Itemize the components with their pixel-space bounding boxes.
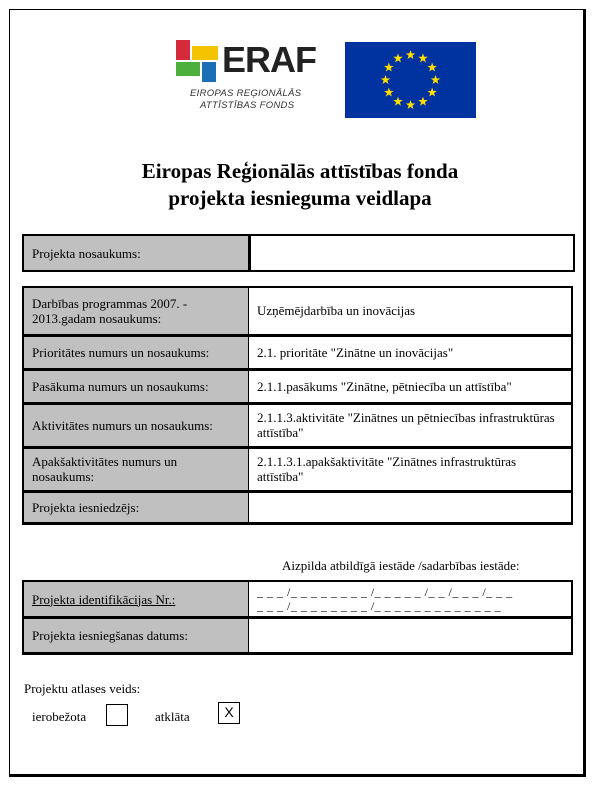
project-name-field[interactable]	[250, 235, 575, 271]
table-row	[23, 403, 572, 447]
applicant-label: Projekta iesniedzējs:	[23, 491, 249, 523]
authority-table	[22, 580, 573, 655]
measure-value[interactable]: 2.1.1.pasākums "Zinātne, pētniecība un attīstība"	[249, 369, 573, 403]
restricted-option-label: ierobežota	[32, 709, 87, 724]
table-row	[23, 491, 572, 523]
priority-label: Prioritātes numurs un nosaukums:	[23, 335, 249, 369]
authority-fill-note: Aizpilda atbildīgā iestāde /sadarbības iestāde:	[282, 558, 520, 573]
program-value[interactable]: Uzņēmējdarbība un inovācijas	[249, 287, 573, 335]
measure-label: Pasākuma numurs un nosaukums:	[23, 369, 249, 403]
selection-type-heading: Projektu atlases veids:	[24, 681, 141, 696]
table-row	[23, 581, 572, 618]
priority-value[interactable]: 2.1. prioritāte "Zinātne un inovācijas"	[249, 335, 573, 369]
table-row	[23, 235, 574, 271]
eraf-logo	[176, 40, 326, 112]
table-row	[23, 287, 572, 335]
open-option-label: atklāta	[155, 709, 190, 724]
eu-flag-icon	[345, 42, 476, 118]
page-title-line1: Eiropas Reģionālās attīstības fonda	[141, 159, 459, 183]
table-row	[23, 447, 572, 491]
subactivity-label: Apakšaktivitātes numurs un nosaukums:	[23, 447, 249, 491]
program-details-table	[22, 286, 573, 525]
submission-date-field[interactable]	[249, 618, 573, 654]
eraf-squares-icon	[176, 40, 218, 82]
submission-date-label: Projekta iesniegšanas datums:	[23, 618, 249, 654]
program-label: Darbības programmas 2007. - 2013.gadam nosaukums:	[23, 287, 249, 335]
eraf-subtitle-line1: EIROPAS REĢIONĀLĀS	[190, 88, 302, 99]
eraf-wordmark: ERAF	[222, 39, 316, 80]
project-name-label: Projekta nosaukums:	[23, 235, 250, 271]
eraf-subtitle-line2: ATTĪSTĪBAS FONDS	[200, 100, 295, 111]
activity-value[interactable]: 2.1.1.3.aktivitāte "Zinātnes un pētniecības infrastruktūras attīstība"	[249, 403, 573, 447]
project-name-table	[22, 234, 575, 272]
table-row	[23, 335, 572, 369]
page-title-line2: projekta iesnieguma veidlapa	[168, 186, 432, 210]
table-row	[23, 618, 572, 654]
table-row	[23, 369, 572, 403]
subactivity-value[interactable]: 2.1.1.3.1.apakšaktivitāte "Zinātnes infrastruktūras attīstība"	[249, 447, 573, 491]
project-id-line2: _ _ _ /_ _ _ _ _ _ _ _ /_ _ _ _ _ _ _ _ _ _ _ _ _	[257, 599, 502, 613]
project-id-label: Projekta identifikācijas Nr.:	[23, 581, 249, 618]
project-id-field[interactable]	[249, 581, 573, 618]
applicant-field[interactable]	[249, 491, 573, 523]
activity-label: Aktivitātes numurs un nosaukums:	[23, 403, 249, 447]
restricted-checkbox[interactable]	[106, 704, 128, 726]
open-checkbox[interactable]: X	[218, 702, 240, 724]
project-id-line1: _ _ _ /_ _ _ _ _ _ _ _ /_ _ _ _ _ /_ _ /_ _ _ /_ _ _	[257, 585, 513, 599]
